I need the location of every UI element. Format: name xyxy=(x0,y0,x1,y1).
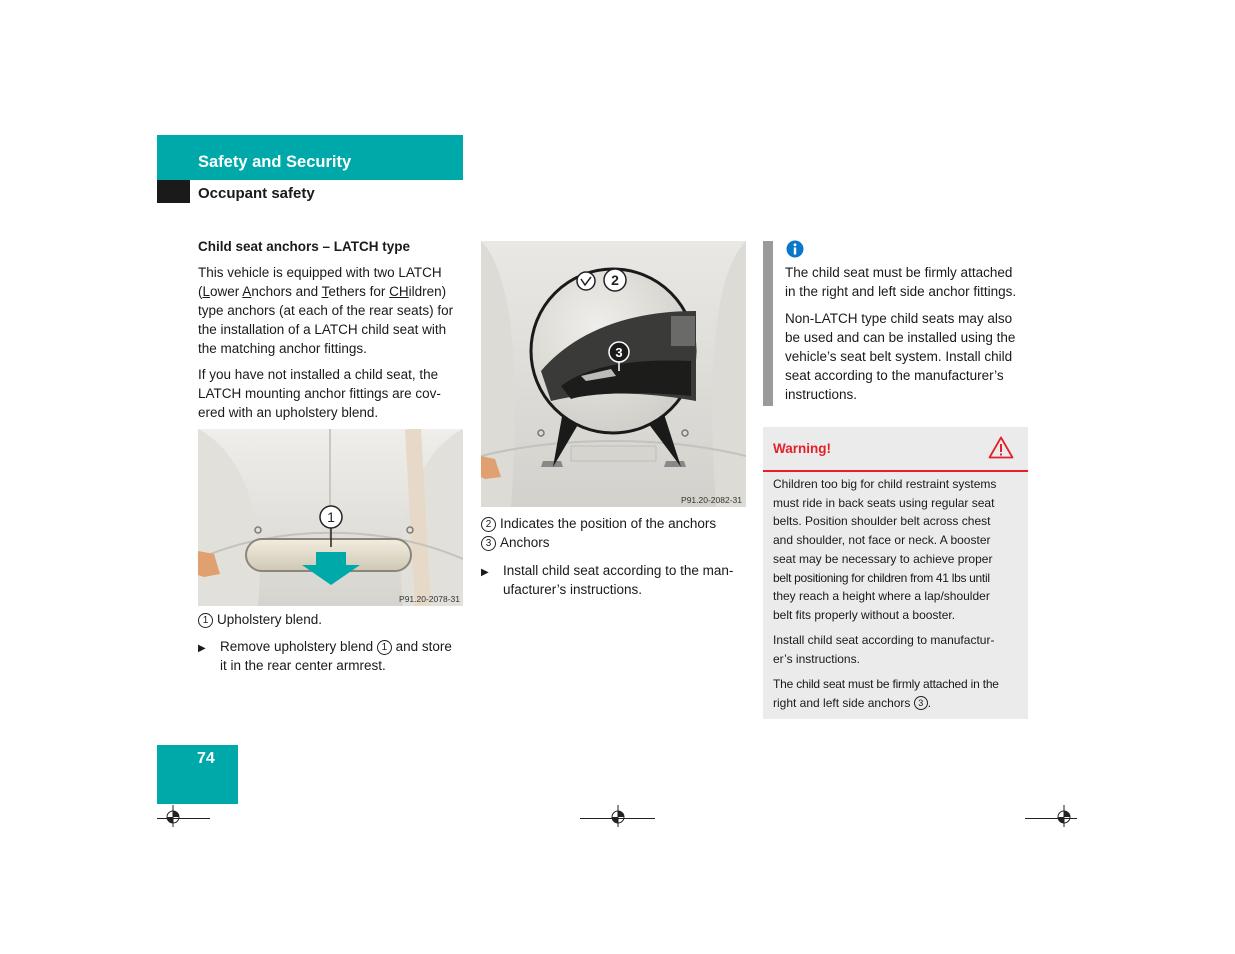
registration-mark-icon xyxy=(608,805,628,832)
bullet-triangle-icon: ▶ xyxy=(481,567,489,578)
section-header-bar xyxy=(157,135,463,180)
subsection-title: Occupant safety xyxy=(198,185,315,202)
section-heading: Child seat anchors – LATCH type xyxy=(198,239,411,254)
callout-2: 2 xyxy=(611,272,619,288)
note-text: The child seat must be firmly attached in the right and left side anchor fittings. Non-LATCH type child seats may also be used and can be installed using the vehicle’s seat belt system. Install child seat according to the manufacturer’s instructions. xyxy=(785,265,1017,402)
warning-paragraph-2: Install child seat according to manufactur- er’s instructions. xyxy=(773,633,995,666)
page-number: 74 xyxy=(197,750,215,767)
callout-1: 1 xyxy=(327,509,335,525)
intro-paragraph: This vehicle is equipped with two LATCH (Lower Anchors and Tethers for CHildren) type anchors (at each of the rear seats) for the installation of a LATCH child seat with the matching anchor fittings. xyxy=(198,265,454,356)
legend-item-2: 2 Indicates the position of the anchors xyxy=(481,514,751,533)
warning-title: Warning! xyxy=(773,441,831,456)
info-icon xyxy=(786,240,804,263)
cover-paragraph: If you have not installed a child seat, the LATCH mounting anchor fittings are cov- ered with an upholstery blend. xyxy=(198,367,441,420)
anchor-location-figure xyxy=(481,241,746,507)
warning-divider xyxy=(763,470,1028,472)
note-sidebar xyxy=(763,241,773,406)
instruction-step: ▶ Remove upholstery blend 1 and store it in the rear center armrest. xyxy=(198,639,452,673)
upholstery-blend-figure xyxy=(198,429,463,606)
warning-triangle-icon xyxy=(988,436,1014,464)
section-title: Safety and Security xyxy=(198,153,352,171)
warning-paragraph-1: Children too big for child restraint systems must ride in back seats using regular seat belts. Position shoulder belt across chest and shoulder, not face or neck. A booster seat may be necessary to achieve proper belt positioning for children from 41 lbs until they reach a height where a lap/shoulder belt fits properly without a booster. xyxy=(773,477,997,622)
subsection-marker xyxy=(157,180,190,203)
registration-mark-icon xyxy=(1054,805,1074,832)
instruction-step: ▶ Install child seat according to the man- ufacturer’s instructions. xyxy=(481,563,734,597)
registration-mark-icon xyxy=(163,805,183,832)
warning-box xyxy=(763,427,1028,719)
warning-paragraph-3: The child seat must be firmly attached in the right and left side anchors 3 . xyxy=(773,677,999,710)
legend-item-3: 3 Anchors xyxy=(481,533,751,552)
figure-legend xyxy=(481,514,751,552)
callout-3: 3 xyxy=(615,345,623,360)
figure-code: P91.20-2082-31 xyxy=(681,495,742,505)
page-number-box xyxy=(157,745,238,804)
legend-item-1: 1 Upholstery blend. xyxy=(198,610,322,629)
bullet-triangle-icon: ▶ xyxy=(198,643,206,654)
figure-code: P91.20-2078-31 xyxy=(399,594,460,604)
